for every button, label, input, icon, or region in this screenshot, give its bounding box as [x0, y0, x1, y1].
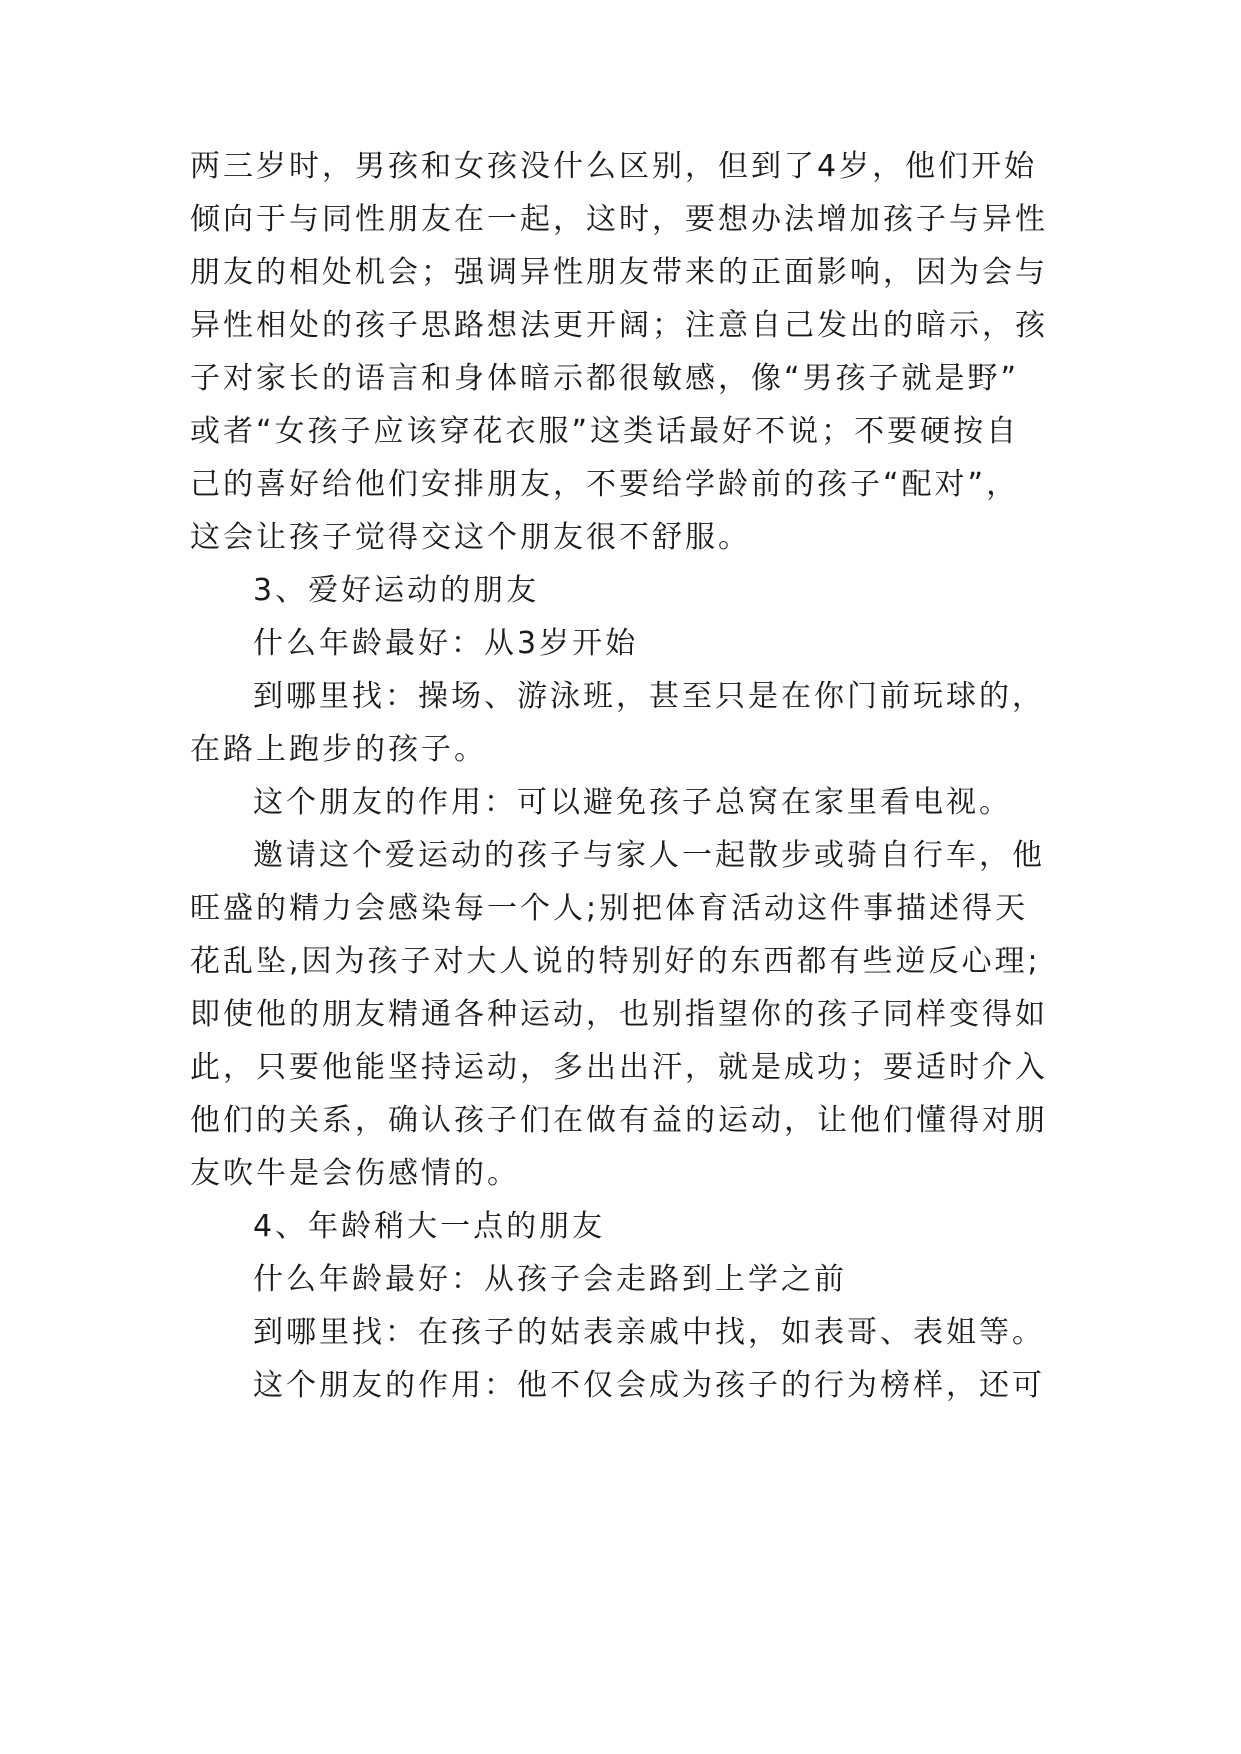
text-line: 即使他的朋友精通各种运动，也别指望你的孩子同样变得如: [190, 997, 1048, 1032]
text-line: 己的喜好给他们安排朋友，不要给学龄前的孩子“配对”，: [190, 467, 1020, 502]
text-line: 花乱坠,因为孩子对大人说的特别好的东西都有些逆反心理;: [190, 944, 1041, 979]
text-line: 到哪里找：在孩子的姑表亲戚中找，如表哥、表姐等。: [253, 1315, 1045, 1350]
text-line: 友吹牛是会伤感情的。: [190, 1156, 520, 1191]
text-line: 或者“女孩子应该穿花衣服”这类话最好不说；不要硬按自: [190, 414, 1020, 449]
text-line: 子对家长的语言和身体暗示都很敏感，像“男孩子就是野”: [190, 361, 1020, 396]
text-line: 到哪里找：操场、游泳班，甚至只是在你门前玩球的，: [253, 679, 1045, 714]
text-line: 邀请这个爱运动的孩子与家人一起散步或骑自行车，他: [253, 838, 1045, 873]
text-line: 旺盛的精力会感染每一个人;别把体育活动这件事描述得天: [190, 891, 1029, 926]
text-line: 倾向于与同性朋友在一起，这时，要想办法增加孩子与异性: [190, 202, 1048, 237]
text-line: 这会让孩子觉得交这个朋友很不舒服。: [190, 520, 751, 555]
text-line: 这个朋友的作用：他不仅会成为孩子的行为榜样，还可: [253, 1368, 1045, 1403]
text-line: 他们的关系，确认孩子们在做有益的运动，让他们懂得对朋: [190, 1103, 1048, 1138]
text-line: 在路上跑步的孩子。: [190, 732, 487, 767]
section-heading: 4、年龄稍大一点的朋友: [253, 1209, 606, 1244]
text-line: 两三岁时，男孩和女孩没什么区别，但到了4岁，他们开始: [190, 149, 1038, 184]
text-line: 朋友的相处机会；强调异性朋友带来的正面影响，因为会与: [190, 255, 1048, 290]
text-line: 此，只要他能坚持运动，多出出汗，就是成功；要适时介入: [190, 1050, 1048, 1085]
text-line: 什么年龄最好：从孩子会走路到上学之前: [253, 1262, 847, 1297]
text-line: 这个朋友的作用：可以避免孩子总窝在家里看电视。: [253, 785, 1012, 820]
text-line: 异性相处的孩子思路想法更开阔；注意自己发出的暗示，孩: [190, 308, 1048, 343]
section-heading: 3、爱好运动的朋友: [253, 573, 540, 608]
text-line: 什么年龄最好：从3岁开始: [253, 626, 639, 661]
